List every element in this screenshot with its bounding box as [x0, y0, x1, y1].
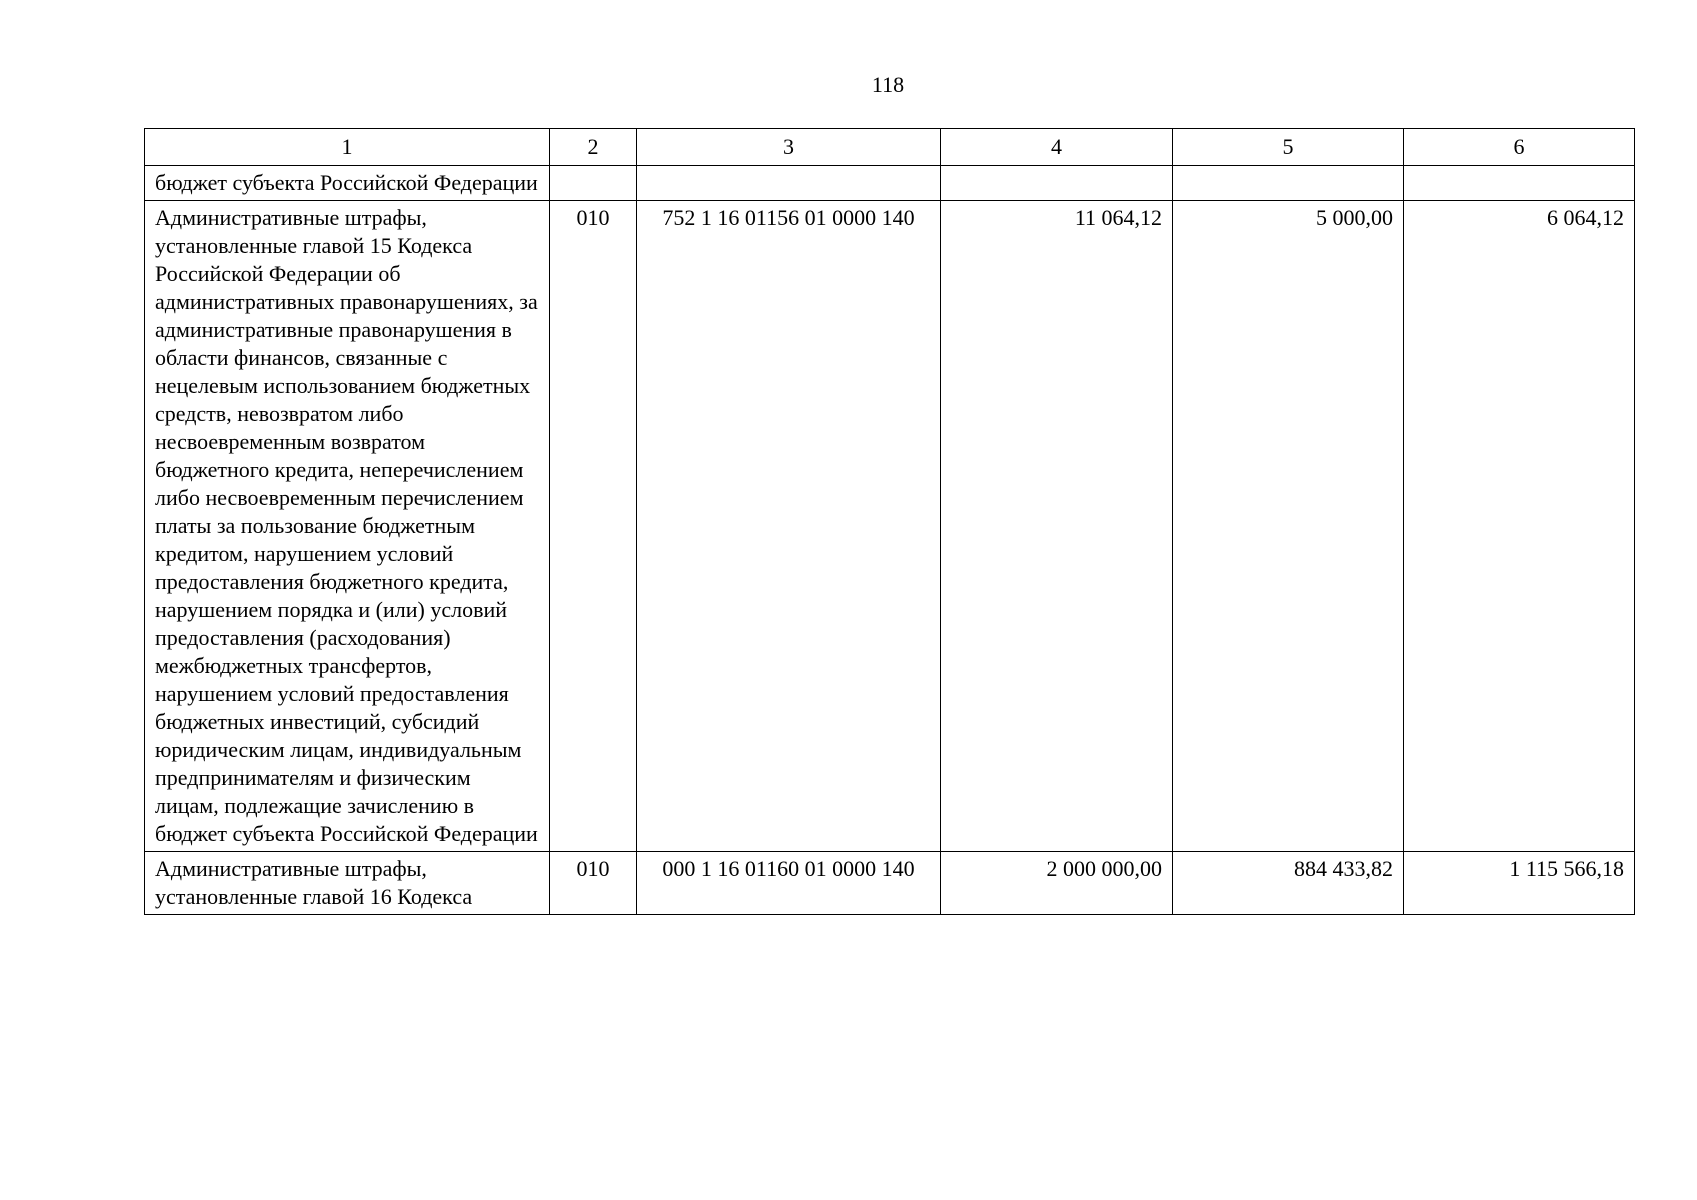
table-header-row [145, 129, 1635, 166]
row-col4-cell: 2 000 000,00 [941, 852, 1173, 915]
page-number: 118 [871, 72, 905, 97]
row-col5-cell [1173, 166, 1404, 201]
row-name-cell: Административные штрафы, установленные главой 16 Кодекса [145, 852, 550, 915]
row-kbk-cell: 000 1 16 01160 01 0000 140 [637, 852, 941, 915]
table-row [145, 201, 1635, 852]
row-col5-cell: 5 000,00 [1173, 201, 1404, 852]
column-header: 6 [1404, 129, 1635, 166]
table-row [145, 166, 1635, 201]
row-name-cell: бюджет субъекта Российской Федерации [145, 166, 550, 201]
column-header: 2 [550, 129, 637, 166]
row-code-cell: 010 [550, 852, 637, 915]
column-header: 4 [941, 129, 1173, 166]
row-kbk-cell [637, 166, 941, 201]
row-name-cell: Административные штрафы, установленные главой 15 Кодекса Российской Федерации об административных правонарушениях, за административные правонарушения в области финансов, связанные с нецелевым использованием бюджетных средств, невозвратом либо несвоевременным возвратом бюджетного кредита, неперечислением либо несвоевременным перечислением платы за пользование бюджетным кредитом, нарушением условий предоставления бюджетного кредита, нарушением порядка и (или) условий предоставления (расходования) межбюджетных трансфертов, нарушением условий предоставления бюджетных инвестиций, субсидий юридическим лицам, индивидуальным предпринимателям и физическим лицам, подлежащие зачислению в бюджет субъекта Российской Федерации [145, 201, 550, 852]
row-col6-cell: 1 115 566,18 [1404, 852, 1635, 915]
row-col4-cell: 11 064,12 [941, 201, 1173, 852]
row-code-cell: 010 [550, 201, 637, 852]
row-col6-cell [1404, 166, 1635, 201]
column-header: 5 [1173, 129, 1404, 166]
row-col5-cell: 884 433,82 [1173, 852, 1404, 915]
report-table [144, 128, 1635, 915]
row-col6-cell: 6 064,12 [1404, 201, 1635, 852]
table-row [145, 852, 1635, 915]
column-header: 1 [145, 129, 550, 166]
row-code-cell [550, 166, 637, 201]
row-kbk-cell: 752 1 16 01156 01 0000 140 [637, 201, 941, 852]
row-col4-cell [941, 166, 1173, 201]
column-header: 3 [637, 129, 941, 166]
